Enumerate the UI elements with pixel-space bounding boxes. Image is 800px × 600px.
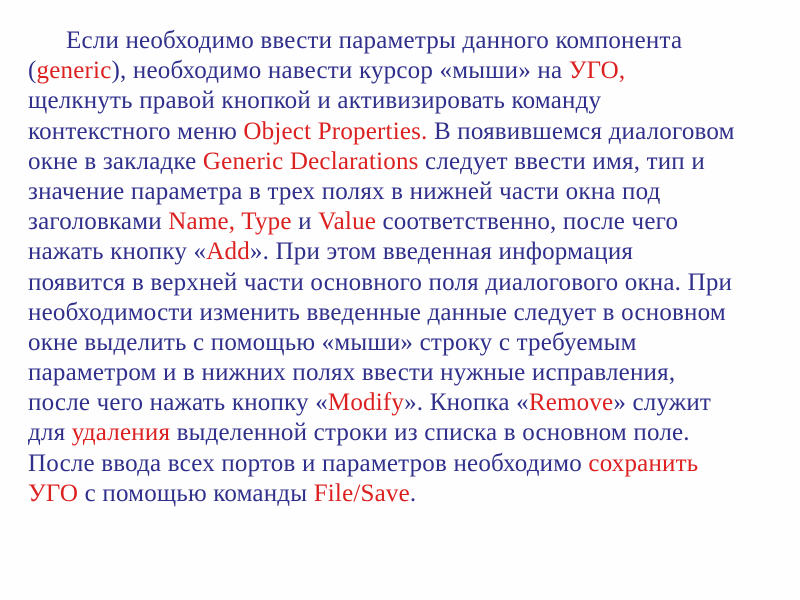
text-line xyxy=(28,449,780,479)
body-text: заголовками xyxy=(28,208,169,236)
emphasis-text: сохранить xyxy=(588,449,699,477)
body-text: ), необходимо навести курсор «мыши» на xyxy=(111,57,569,85)
body-text: В появившемся диалоговом xyxy=(427,117,735,145)
emphasis-text: File/Save xyxy=(313,479,410,507)
body-text: ». Кнопка « xyxy=(404,389,529,417)
body-text: необходимости изменить введенные данные следует в основном xyxy=(28,298,726,326)
body-text: . xyxy=(409,479,417,507)
text-line xyxy=(28,298,780,328)
text-line xyxy=(28,358,780,388)
body-text: выделенной строки из списка в основном поле. xyxy=(170,419,690,447)
body-text: ». При этом введенная информация xyxy=(249,238,634,266)
text-line xyxy=(28,147,780,177)
body-text: Если необходимо ввести параметры данного компонента xyxy=(66,27,683,54)
emphasis-text: Remove xyxy=(528,389,614,417)
text-line xyxy=(28,207,780,237)
emphasis-text: УГО, xyxy=(568,57,626,85)
text-line xyxy=(28,26,780,56)
body-text: параметром и в нижних полях ввести нужные исправления, xyxy=(28,359,676,387)
text-line xyxy=(28,268,780,298)
body-text: значение параметра в трех полях в нижней части окна под xyxy=(28,177,661,205)
text-line xyxy=(28,418,780,448)
body-text: для xyxy=(28,419,72,447)
body-text: после чего нажать кнопку « xyxy=(28,389,328,417)
body-text: следует ввести имя, тип и xyxy=(418,147,705,175)
body-text: с помощью команды xyxy=(78,479,314,507)
text-line xyxy=(28,388,780,418)
body-text: окне выделить с помощью «мыши» строку с требуемым xyxy=(28,328,637,356)
emphasis-text: удаления xyxy=(71,419,171,447)
slide-paragraph xyxy=(28,26,780,509)
body-text: соответственно, после чего xyxy=(376,208,679,236)
text-line xyxy=(28,328,780,358)
text-line xyxy=(28,117,780,147)
body-text: появится в верхней части основного поля диалогового окна. При xyxy=(28,268,733,296)
body-text: » служит xyxy=(613,389,712,417)
emphasis-text: generic xyxy=(36,57,112,85)
text-line xyxy=(28,86,780,116)
emphasis-text: Add xyxy=(206,238,250,266)
emphasis-text: Type xyxy=(241,208,292,236)
text-line xyxy=(28,177,780,207)
body-text: и xyxy=(291,208,319,236)
body-text: нажать кнопку « xyxy=(28,238,207,266)
emphasis-text: Generic Declarations xyxy=(202,147,419,175)
text-line xyxy=(28,237,780,267)
emphasis-text: Object Properties. xyxy=(243,117,428,145)
text-line xyxy=(28,479,780,509)
emphasis-text: УГО xyxy=(28,479,79,507)
body-text: ( xyxy=(28,57,37,85)
emphasis-text: Modify xyxy=(327,389,405,417)
emphasis-text: Name, xyxy=(168,208,236,236)
body-text: контекстного меню xyxy=(28,117,244,145)
body-text: После ввода всех портов и параметров необходимо xyxy=(28,449,589,477)
text-line xyxy=(28,56,780,86)
body-text: окне в закладке xyxy=(28,147,203,175)
emphasis-text: Value xyxy=(318,208,377,236)
body-text: щелкнуть правой кнопкой и активизировать команду xyxy=(28,87,602,115)
